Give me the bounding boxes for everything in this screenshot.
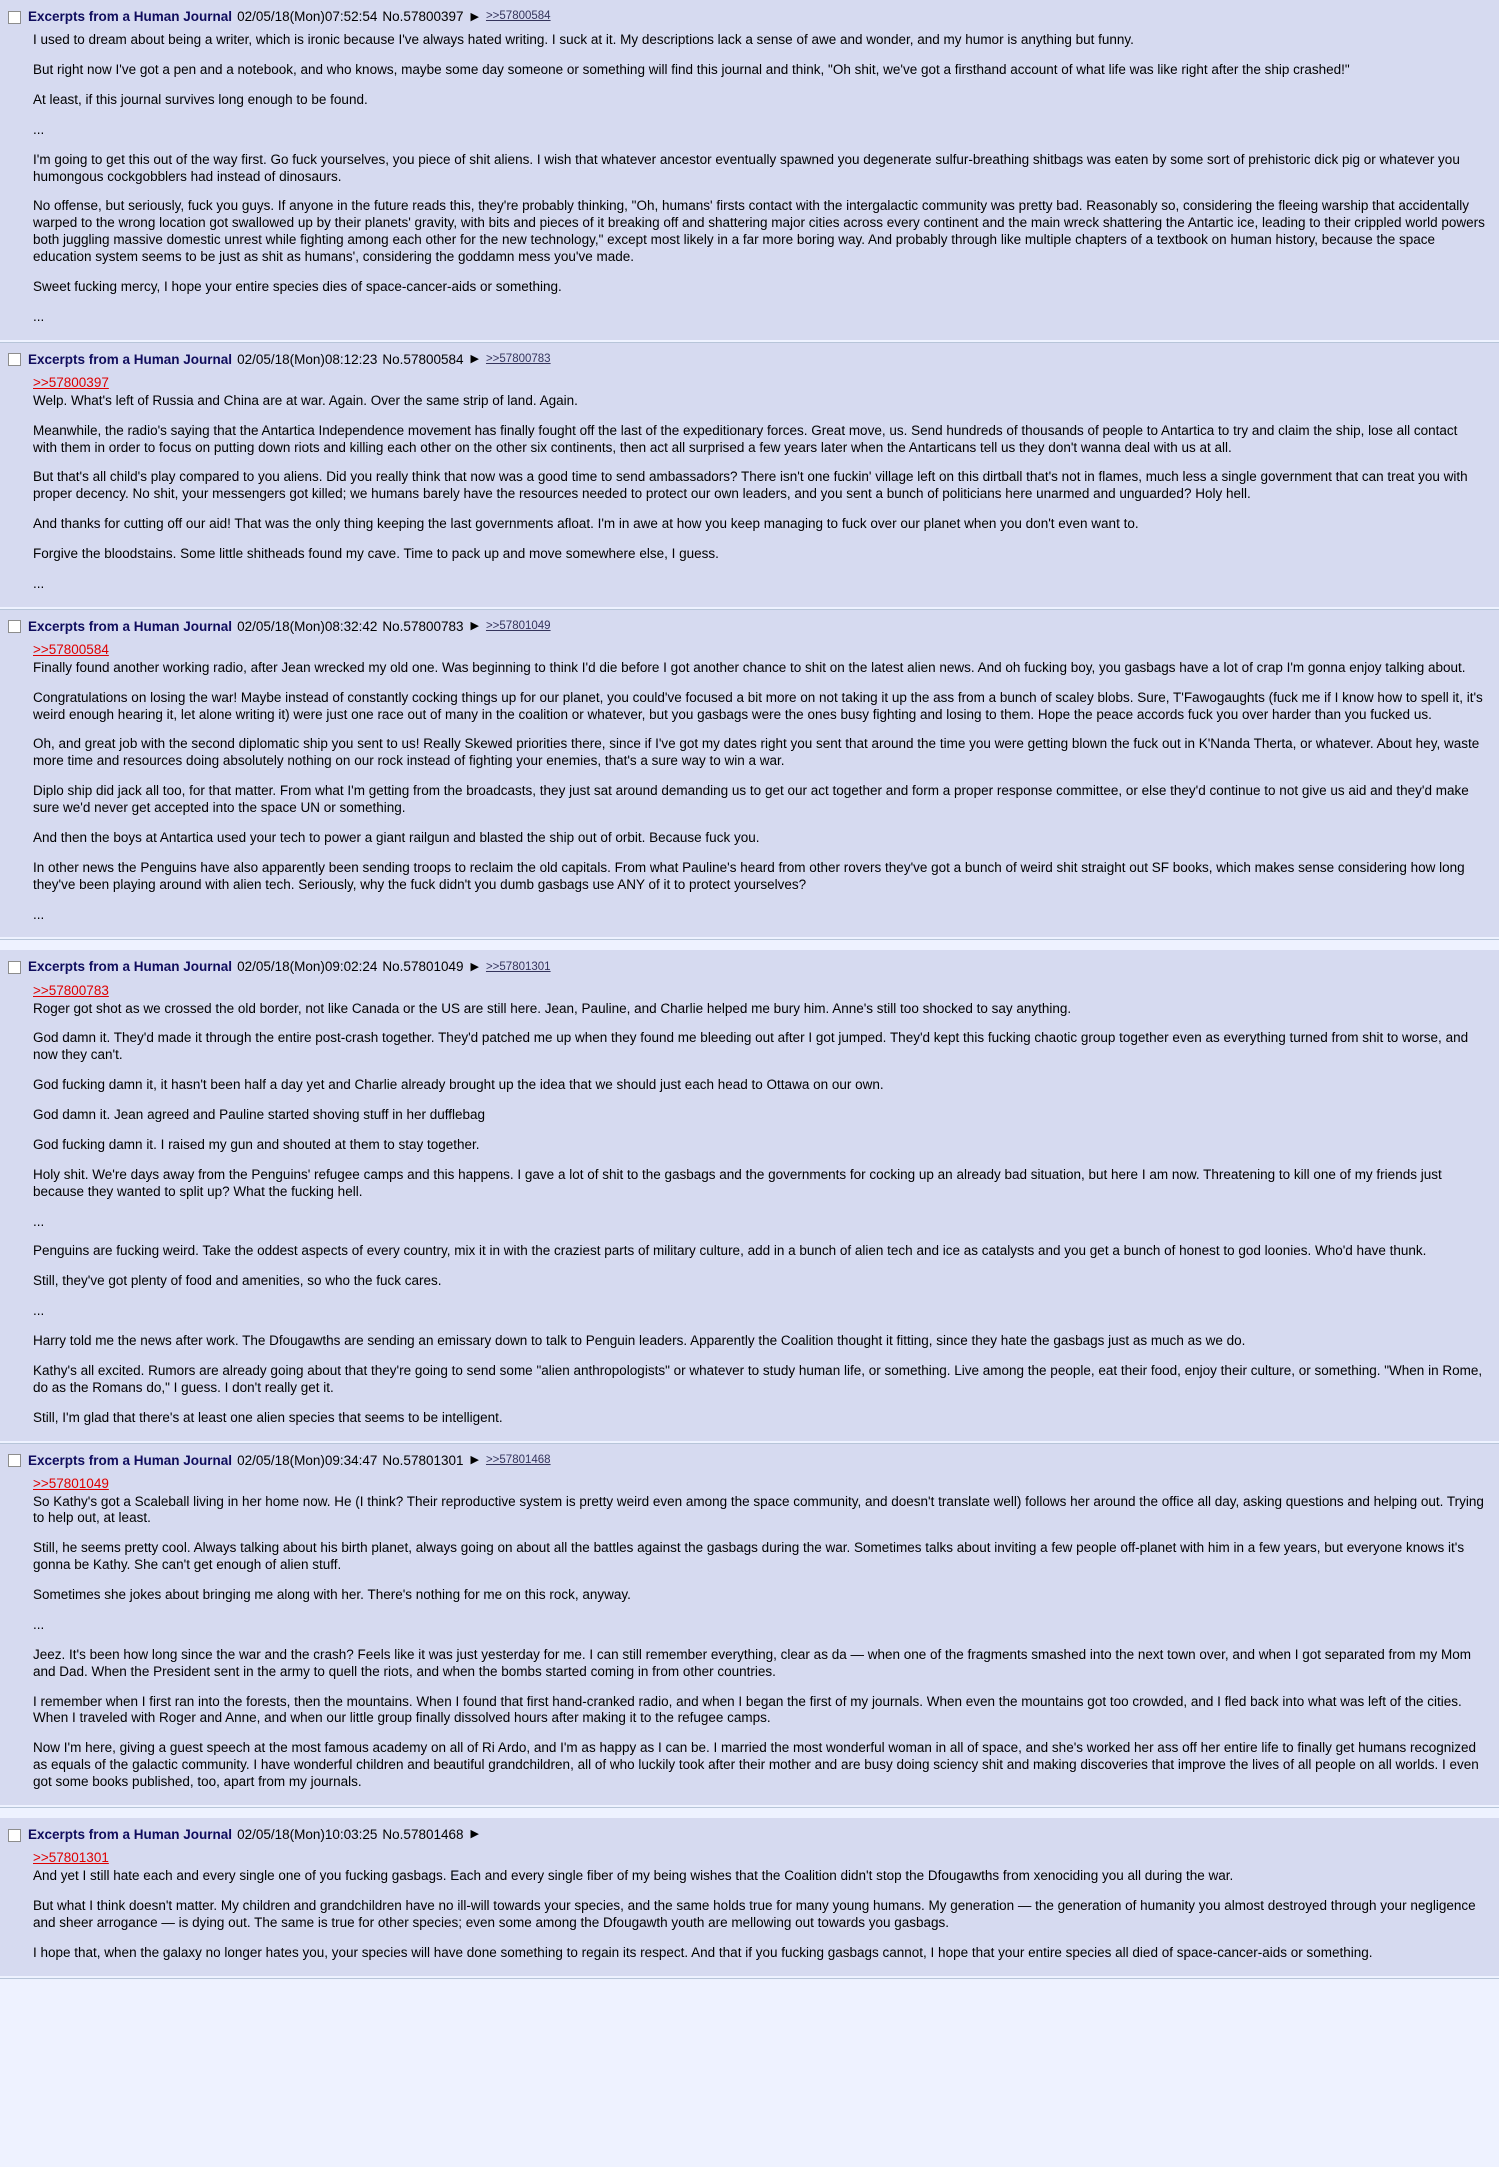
post-body <box>0 1846 1499 1969</box>
post-select-checkbox[interactable] <box>8 961 21 974</box>
post-paragraph: No offense, but seriously, fuck you guys. If anyone in the future reads this, they're probably thinking, "Oh, humans' firsts contact with the intergalactic community was pretty bad. Reasonably so, considering the fleeing warship that accidentally warped to the wrong location got swallowed up by their planets' gravity, with bits and pieces of it breaking off and shattering major cities across every continent and the main wreck shattering the Antartic ice, leading to their crippled world powers both juggling massive domestic unrest while fighting among each other for the new technology," except most likely in a far more boring way. And probably through like multiple chapters of a textbook on human history, because the space education system seems to be just as shit as humans', considering the goddamn mess you've made. <box>33 198 1485 265</box>
post-inner <box>0 610 1499 938</box>
post-paragraph: And then the boys at Antartica used your tech to power a giant railgun and blasted the ship out of orbit. Because fuck you. <box>33 829 760 845</box>
post-subject: Excerpts from a Human Journal <box>28 9 233 24</box>
quote-block <box>33 983 1485 1018</box>
post-paragraph: Harry told me the news after work. The Dfougawths are sending an emissary down to talk to Penguin leaders. Apparently the Coalition thought it fitting, since they hate the gasbags just as much as we do. <box>33 1333 1246 1348</box>
post-ellipsis: ... <box>33 575 45 591</box>
post-paragraph: Meanwhile, the radio's saying that the Antartica Independence movement has finally fought off the last of the expeditionary forces. Great move, us. Send hundreds of thousands of people to Antartica to try and claim the ship, lose all contact with them in order to focus on putting down riots and killing each other on the other six continents, then act all surprised a few years later when the Antarticans tell us they don't wanna deal with us at all. <box>33 422 1458 455</box>
post-subject: Excerpts from a Human Journal <box>28 618 233 634</box>
post-paragraph: Finally found another working radio, after Jean wrecked my old one. Was beginning to think I'd die before I got another chance to shit on the latest alien news. And oh fucking boy, you gasbags have a lot of crap I'm gonna enjoy talking about. <box>33 659 1466 675</box>
post-select-checkbox[interactable] <box>8 11 21 24</box>
post-backlink[interactable]: >>57801049 <box>485 619 551 632</box>
post-select-checkbox[interactable] <box>8 353 21 366</box>
post-subject: Excerpts from a Human Journal <box>28 351 233 367</box>
post-number[interactable]: No.57801049 <box>382 959 464 975</box>
post-paragraph: Sweet fucking mercy, I hope your entire species dies of space-cancer-aids or something. <box>33 278 562 294</box>
post-body <box>0 979 1499 1435</box>
post-paragraph: Forgive the bloodstains. Some little shitheads found my cave. Time to pack up and move somewhere else, I guess. <box>33 546 719 561</box>
post-inner <box>0 343 1499 607</box>
post-body <box>0 638 1499 932</box>
post-inner <box>0 0 1499 340</box>
post-menu-arrow-icon[interactable]: ▶ <box>470 1454 479 1466</box>
post <box>0 343 1499 607</box>
post-paragraph: I used to dream about being a writer, which is ironic because I've always hated writing. I suck at it. My descriptions lack a sense of awe and wonder, and my humor is anything but funny. <box>33 32 1134 48</box>
post-paragraph: God damn it. They'd made it through the entire post-crash together. They'd patched me up when they found me bleeding out after I got jumped. They'd kept this fucking chaotic group together even as everything turned from shit to worse, and now they can't. <box>33 1030 1469 1063</box>
post-paragraph: Still, they've got plenty of food and amenities, so who the fuck cares. <box>33 1273 442 1289</box>
post-paragraph: God fucking damn it. I raised my gun and shouted at them to stay together. <box>33 1136 480 1152</box>
quote-block <box>33 1850 1485 1885</box>
post-select-checkbox[interactable] <box>8 620 21 633</box>
post-paragraph: God damn it. Jean agreed and Pauline started shoving stuff in her dufflebag <box>33 1107 486 1122</box>
post-subject: Excerpts from a Human Journal <box>28 1452 233 1468</box>
post-paragraph: At least, if this journal survives long enough to be found. <box>33 91 368 107</box>
post-gap <box>0 1808 1499 1818</box>
post-number[interactable]: No.57800584 <box>382 351 464 367</box>
post-paragraph: Sometimes she jokes about bringing me along with her. There's nothing for me on this rock, anyway. <box>33 1587 631 1603</box>
post-paragraph: Jeez. It's been how long since the war and the crash? Feels like it was just yesterday for me. I can still remember everything, clear as da — when one of the fragments smashed into the next town over, and when I got separated from my Mom and Dad. When the President sent in the army to quell the riots, and when the bombs started coming in from other countries. <box>33 1646 1472 1679</box>
quotelink[interactable]: >>57800584 <box>33 641 109 657</box>
post-number[interactable]: No.57801301 <box>382 1452 464 1468</box>
post-header <box>0 1448 1499 1472</box>
post-number[interactable]: No.57800397 <box>382 9 464 24</box>
post-number[interactable]: No.57800783 <box>382 618 464 634</box>
quote-block <box>33 1476 1485 1528</box>
post-paragraph: Oh, and great job with the second diplomatic ship you sent to us! Really Skewed priorities there, since if I've got my dates right you sent that around the time you were getting blown the fuck out in K'Nanda Therta, or whatever. About hey, waste more time and resources doing absolutely nothing on our rock instead of fighting your enemies, that's a sure way to win a war. <box>33 736 1480 769</box>
post-menu-arrow-icon[interactable]: ▶ <box>470 1828 479 1841</box>
post-paragraph: Still, I'm glad that there's at least one alien species that seems to be intelligent. <box>33 1409 503 1425</box>
post-menu-arrow-icon[interactable]: ▶ <box>470 620 479 633</box>
post-ellipsis: ... <box>33 1213 45 1229</box>
post-paragraph: Diplo ship did jack all too, for that matter. From what I'm getting from the broadcasts, they just sat around demanding us to get our act together and form a proper response committee, or else they'd continue to not give us aid and they'd make sure we'd never get accepted into the space UN or something. <box>33 783 1469 816</box>
post-header <box>0 1822 1499 1846</box>
post-datetime: 02/05/18(Mon)07:52:54 <box>237 9 378 24</box>
post-paragraph: I hope that, when the galaxy no longer hates you, your species will have done something to regain its respect. And that if you fucking gasbags cannot, I hope that your entire species all died of space-cancer-aids or something. <box>33 1944 1373 1960</box>
post-body <box>0 371 1499 601</box>
post-paragraph: So Kathy's got a Scaleball living in her home now. He (I think? Their reproductive system is pretty weird even among the space community, and doesn't translate well) follows her around the office all day, asking questions and helping out. Trying to help out, at least. <box>33 1493 1484 1526</box>
post-body <box>0 1472 1499 1799</box>
post-backlink[interactable]: >>57800783 <box>485 352 551 365</box>
post-paragraph: Now I'm here, giving a guest speech at the most famous academy on all of Ri Ardo, and I'm as happy as I can be. I married the most wonderful woman in all of space, and she's worked her ass off her entire life to finally get humans recognized as equals of the galactic community. I have wonderful children and beautiful grandchildren, all of who luckily took after their mother and are busy doing sciency shit and making discoveries that improve the lives of all people on all worlds. I even got some books published, too, apart from my journals. <box>33 1740 1479 1790</box>
post-datetime: 02/05/18(Mon)10:03:25 <box>237 1826 378 1842</box>
post-datetime: 02/05/18(Mon)08:32:42 <box>237 618 378 634</box>
post-ellipsis: ... <box>33 308 45 324</box>
post-select-checkbox[interactable] <box>8 1454 21 1467</box>
post-number[interactable]: No.57801468 <box>382 1826 464 1842</box>
post-subject: Excerpts from a Human Journal <box>28 1826 233 1842</box>
post-paragraph: But that's all child's play compared to you aliens. Did you really think that now was a good time to send ambassadors? There isn't one fuckin' village left on this dirtball that's not in flames, much less a single government that can treat you with proper decency. No shit, your messengers got killed; we humans barely have the resources needed to protect our own leaders, and you sent a bunch of politicians here unarmed and unguarded? Holy hell. <box>33 469 1468 502</box>
post-subject: Excerpts from a Human Journal <box>28 959 233 975</box>
quotelink[interactable]: >>57801049 <box>33 1475 109 1491</box>
post-backlink[interactable]: >>57800584 <box>485 10 551 23</box>
post-ellipsis: ... <box>33 906 45 922</box>
post-paragraph: Still, he seems pretty cool. Always talking about his birth planet, always going on about all the battles against the gasbags during the war. Sometimes talks about inviting a few people off-planet with him in a few years, but everyone knows it's gonna be Kathy. She can't get enough of alien stuff. <box>33 1540 1465 1573</box>
quotelink[interactable]: >>57800397 <box>33 374 109 390</box>
quotelink[interactable]: >>57800783 <box>33 982 109 998</box>
post-paragraph: Holy shit. We're days away from the Penguins' refugee camps and this happens. I gave a lot of shit to the gasbags and the governments for cocking up an already bad situation, but here I am now. Threatening to kill one of my friends just because they wanted to split up? What the fucking hell. <box>33 1166 1442 1199</box>
post-header <box>0 954 1499 978</box>
post-paragraph: I'm going to get this out of the way first. Go fuck yourselves, you piece of shit aliens. I wish that whatever ancestor eventually spawned you degenerate sulfur-breathing shitbags was eaten by some sort of prehistoric dick pig or whatever you humongous cockgobblers had instead of dinosaurs. <box>33 151 1460 184</box>
post-menu-arrow-icon[interactable]: ▶ <box>470 353 479 366</box>
post-paragraph: Congratulations on losing the war! Maybe instead of constantly cocking things up for our planet, you could've focused a bit more on not taking it up the ass from a bunch of scaley blobs. Sure, T'Fawogaughts (fuck me if I know how to spell it, it's weird enough hearing it, let alone writing it) were just one race out of many in the coalition or whatever, but you gasbags were the ones busy fighting and losing to them. Hope the peace accords fuck you over harder than you fucked us. <box>33 689 1483 722</box>
post <box>0 950 1499 1440</box>
post-backlink[interactable]: >>57801301 <box>485 960 551 973</box>
post-header <box>0 4 1499 28</box>
post-paragraph: In other news the Penguins have also apparently been sending troops to reclaim the old capitals. From what Pauline's heard from other rovers they've got a bunch of weird shit straight out SF books, which makes sense considering how long they've been playing around with alien tech. Seriously, why the fuck didn't you dumb gasbags use ANY of it to protect yourselves? <box>33 859 1465 892</box>
post-select-checkbox[interactable] <box>8 1829 21 1842</box>
post-paragraph: Roger got shot as we crossed the old border, not like Canada or the US are still here. Jean, Pauline, and Charlie helped me bury him. Anne's still too shocked to say anything. <box>33 1000 1072 1016</box>
post-ellipsis: ... <box>33 121 45 137</box>
post-paragraph: Kathy's all excited. Rumors are already going about that they're going to send some "alien anthropologists" or whatever to study human life, or something. Live among the people, eat their food, enjoy their culture, or something. "When in Rome, do as the Romans do," I guess. I don't really get it. <box>33 1362 1483 1395</box>
post-header <box>0 347 1499 371</box>
post-datetime: 02/05/18(Mon)08:12:23 <box>237 351 378 367</box>
post-paragraph: But right now I've got a pen and a notebook, and who knows, maybe some day someone or something will find this journal and think, "Oh shit, we've got a firsthand account of what life was like right after the ship crashed!" <box>33 62 1350 78</box>
post-inner <box>0 1444 1499 1805</box>
post-paragraph: I remember when I first ran into the forests, then the mountains. When I found that first hand-cranked radio, and when I began the first of my journals. When even the mountains got too crowded, and I fled back into what was left of the cities. When I traveled with Roger and Anne, and when our little group finally dissolved hours after making it to the refugee camps. <box>33 1693 1462 1726</box>
post-header <box>0 614 1499 638</box>
post-ellipsis: ... <box>33 1303 45 1319</box>
post-paragraph: And yet I still hate each and every single one of you fucking gasbags. Each and every single fiber of my being wishes that the Coalition didn't stop the Dfougawths from xenociding you all during the war. <box>33 1868 1234 1883</box>
post <box>0 0 1499 340</box>
post-gap <box>0 940 1499 950</box>
quote-block <box>33 642 1485 677</box>
post-paragraph: God fucking damn it, it hasn't been half a day yet and Charlie already brought up the idea that we should just each head to Ottawa on our own. <box>33 1077 884 1093</box>
post-paragraph: And thanks for cutting off our aid! That was the only thing keeping the last governments afloat. I'm in awe at how you keep managing to fuck over our planet when you don't even want to. <box>33 516 1139 532</box>
quote-block <box>33 375 1485 410</box>
post-backlink[interactable]: >>57801468 <box>485 1453 551 1466</box>
post <box>0 1818 1499 1976</box>
post-inner <box>0 950 1499 1440</box>
post-divider <box>0 1978 1499 1979</box>
post <box>0 1444 1499 1805</box>
post-paragraph: Welp. What's left of Russia and China are at war. Again. Over the same strip of land. Again. <box>33 392 578 408</box>
quotelink[interactable]: >>57801301 <box>33 1850 109 1866</box>
post-paragraph: But what I think doesn't matter. My children and grandchildren have no ill-will towards your species, and the same holds true for many young humans. My generation — the generation of humanity you almost destroyed through your negligence and sheer arrogance — is dying out. The same is true for other species; even some among the Dfougawth youth are mellowing out towards you gasbags. <box>33 1897 1476 1930</box>
post-inner <box>0 1818 1499 1976</box>
post-menu-arrow-icon[interactable]: ▶ <box>470 10 479 23</box>
post-datetime: 02/05/18(Mon)09:34:47 <box>237 1452 378 1468</box>
post-ellipsis: ... <box>33 1616 45 1632</box>
post <box>0 610 1499 938</box>
post-menu-arrow-icon[interactable]: ▶ <box>470 960 479 973</box>
post-body <box>0 28 1499 334</box>
post-datetime: 02/05/18(Mon)09:02:24 <box>237 959 378 975</box>
post-paragraph: Penguins are fucking weird. Take the oddest aspects of every country, mix it in with the craziest parts of military culture, add in a bunch of alien tech and ice as catalysts and you get a bunch of honest to god loonies. Who'd have thunk. <box>33 1243 1427 1259</box>
